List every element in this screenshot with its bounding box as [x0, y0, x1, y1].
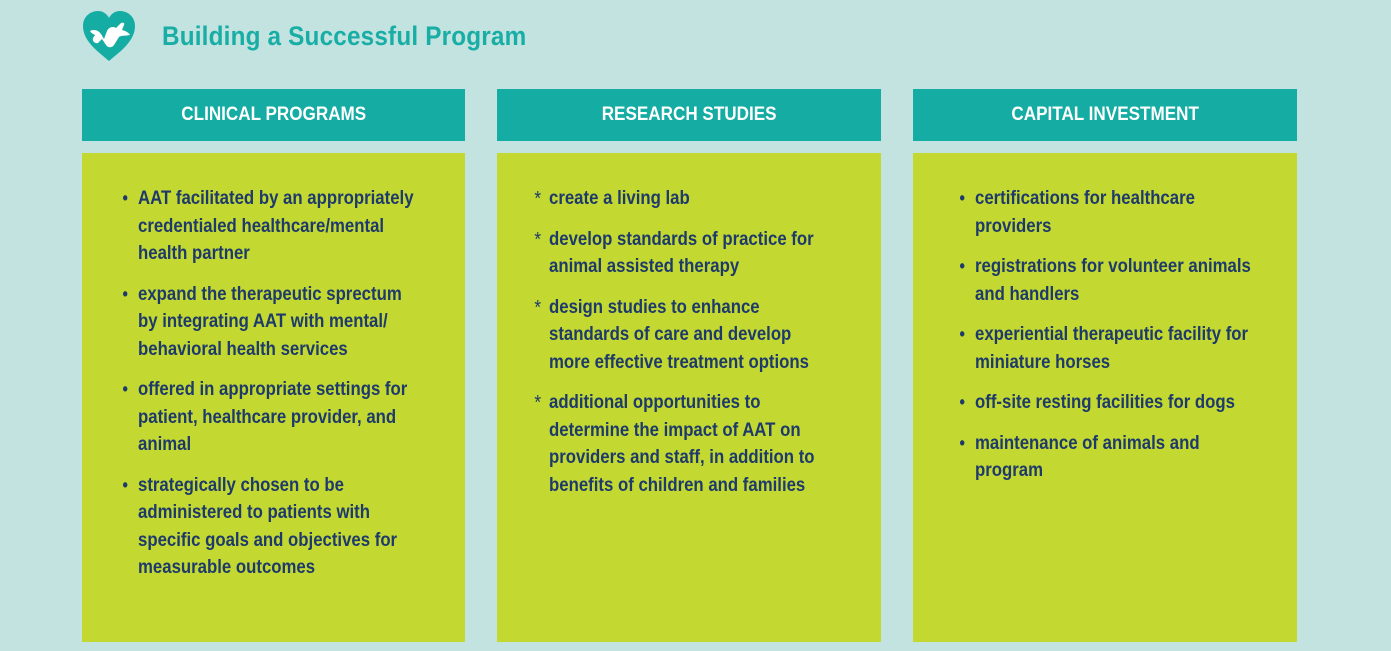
bullet-marker: • — [959, 432, 965, 453]
bullet-marker: • — [959, 324, 965, 344]
bullet-list — [82, 185, 465, 582]
column-header-label: CAPITAL INVESTMENT — [1011, 104, 1199, 125]
list-item — [959, 389, 1259, 417]
column-header — [913, 89, 1297, 141]
list-item-text: offered in appropriate settings for patient, healthcare provider, and animal — [138, 378, 408, 455]
list-item-text: maintenance of animals and program — [975, 431, 1200, 481]
list-item-text: AAT facilitated by an appropriately credentialed healthcare/mental health partner — [138, 187, 414, 264]
list-item — [534, 294, 833, 377]
column-header — [497, 89, 881, 141]
column-clinical-programs — [82, 89, 465, 642]
column-header-label: CLINICAL PROGRAMS — [181, 104, 366, 125]
list-item-text: additional opportunities to determine the impact of AAT on providers and staff, in addition to benefits of children and families — [549, 391, 815, 496]
list-item — [122, 185, 422, 268]
column-body — [913, 153, 1297, 642]
bullet-marker: • — [959, 256, 965, 276]
asterisk-marker: * — [534, 296, 542, 319]
list-item — [959, 321, 1259, 376]
bullet-marker: • — [959, 188, 965, 208]
column-research-studies — [497, 89, 881, 642]
list-item — [122, 281, 422, 364]
bullet-list — [497, 185, 881, 499]
list-item-text: certifications for healthcare providers — [975, 187, 1195, 237]
bullet-marker: • — [122, 283, 128, 304]
bullet-marker: • — [122, 188, 128, 208]
column-body — [497, 153, 881, 642]
list-item — [959, 253, 1259, 308]
bullet-list — [913, 185, 1297, 485]
column-header-label: RESEARCH STUDIES — [601, 104, 777, 125]
column-header — [82, 89, 465, 141]
bullet-marker: • — [122, 379, 128, 399]
list-item — [122, 472, 422, 582]
list-item — [959, 430, 1259, 485]
list-item-text: experiential therapeutic facility for miniature horses — [975, 323, 1249, 373]
asterisk-marker: * — [534, 228, 542, 251]
column-capital-investment — [913, 89, 1297, 642]
column-body — [82, 153, 465, 642]
list-item-text: expand the therapeutic sprectum by integrating AAT with mental/ behavioral health services — [138, 282, 402, 360]
list-item-text: create a living lab — [549, 187, 690, 209]
list-item — [534, 389, 833, 499]
heart-dog-icon — [80, 9, 138, 63]
list-item-text: develop standards of practice for animal assisted therapy — [549, 227, 814, 277]
list-item — [122, 376, 422, 459]
list-item-text: design studies to enhance standards of care and develop more effective treatment options — [549, 295, 810, 373]
list-item-text: registrations for volunteer animals and handlers — [975, 255, 1251, 305]
bullet-marker: • — [959, 392, 965, 412]
bullet-marker: • — [122, 474, 128, 495]
page-header — [80, 8, 567, 64]
list-item — [534, 185, 833, 213]
asterisk-marker: * — [534, 392, 542, 414]
asterisk-marker: * — [534, 188, 542, 210]
list-item-text: strategically chosen to be administered to patients with specific goals and objectives for measurable outcomes — [138, 473, 398, 578]
list-item-text: off-site resting facilities for dogs — [975, 391, 1235, 413]
list-item — [959, 185, 1259, 240]
list-item — [534, 226, 833, 281]
page-title: Building a Successful Program — [162, 20, 527, 51]
